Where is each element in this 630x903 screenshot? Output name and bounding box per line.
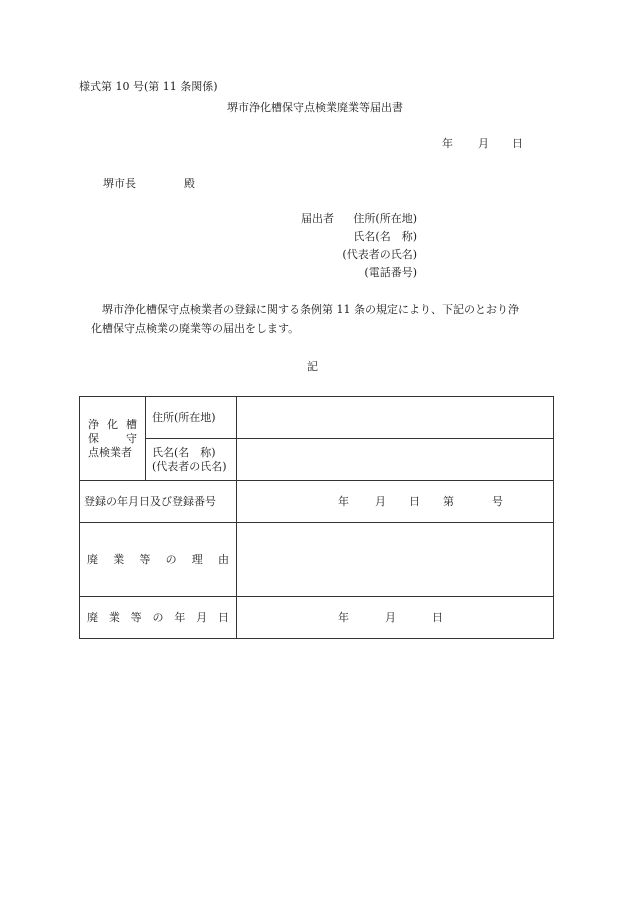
body-text-line1: 堺市浄化槽保守点検業者の登録に関する条例第 11 条の規定により、下記のとおり浄 <box>102 303 519 316</box>
reg-go: 号 <box>492 494 503 508</box>
closure-date-label-cell <box>80 597 237 639</box>
notifier-address: 住所(所在地) <box>353 212 417 225</box>
notifier-name: 氏名(名 称) <box>353 230 417 243</box>
name-label-line2: (代表者の氏名) <box>152 459 227 473</box>
closure-date-label: 廃 業 等 の 年 月 日 <box>87 610 229 624</box>
reason-label: 廃 業 等 の 理 由 <box>87 552 229 566</box>
reg-dai: 第 <box>443 494 454 508</box>
name-label-line1: 氏名(名 称) <box>152 445 216 459</box>
closure-date-value-cell[interactable] <box>237 597 554 639</box>
operator-label-cell <box>80 397 146 481</box>
address-label: 住所(所在地) <box>152 410 216 424</box>
notifier-representative: (代表者の氏名) <box>342 248 417 261</box>
recipient-honorific: 殿 <box>184 177 195 190</box>
address-label-cell <box>146 397 237 439</box>
header-day: 日 <box>512 137 523 150</box>
address-input-cell[interactable] <box>237 397 554 439</box>
body-text-line2: 化槽保守点検業の廃業等の届出をします。 <box>91 322 300 335</box>
registration-label: 登録の年月日及び登録番号 <box>84 494 216 508</box>
operator-label-row2: 保 守 <box>88 431 137 445</box>
registration-value-cell[interactable] <box>237 481 554 523</box>
closure-day: 日 <box>432 610 443 624</box>
page-title: 堺市浄化槽保守点検業廃業等届出書 <box>227 101 403 114</box>
name-label-cell <box>146 439 237 481</box>
operator-label-row3: 点検業者 <box>88 445 132 459</box>
ki-heading: 記 <box>307 360 318 373</box>
closure-year: 年 <box>338 610 349 624</box>
form-number: 様式第 10 号(第 11 条関係) <box>79 80 218 93</box>
operator-label-row1: 浄 化 槽 <box>88 417 137 431</box>
header-month: 月 <box>478 137 489 150</box>
notifier-phone: (電話番号) <box>364 266 417 279</box>
recipient-name: 堺市長 <box>103 177 136 190</box>
reason-input-cell[interactable] <box>237 523 554 597</box>
header-year: 年 <box>442 137 453 150</box>
closure-month: 月 <box>385 610 396 624</box>
reg-month: 月 <box>375 494 386 508</box>
reg-day: 日 <box>409 494 420 508</box>
reason-label-cell <box>80 523 237 597</box>
registration-label-cell <box>80 481 237 523</box>
notifier-label: 届出者 <box>301 212 334 225</box>
reg-year: 年 <box>338 494 349 508</box>
form-table <box>79 396 554 639</box>
name-input-cell[interactable] <box>237 439 554 481</box>
